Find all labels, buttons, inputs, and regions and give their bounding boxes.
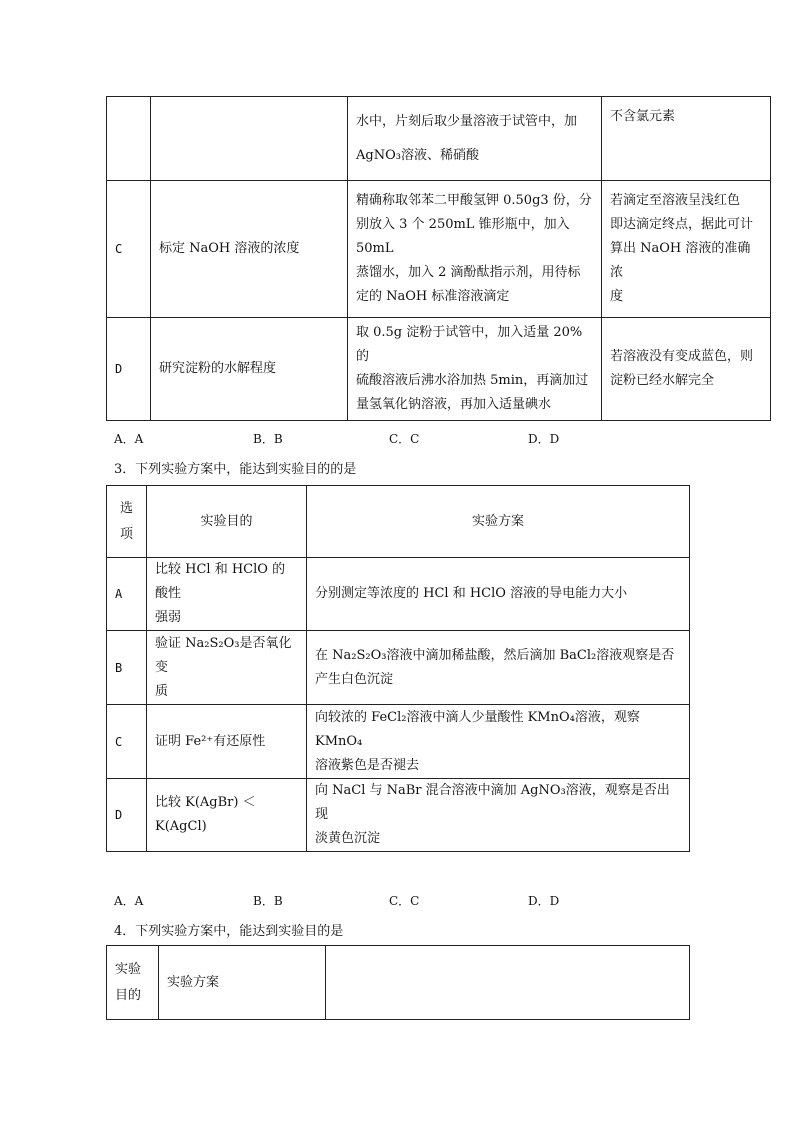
choice-b[interactable]: B．B	[253, 894, 283, 908]
plan-line: 量氢氧化钠溶液，再加入适量碘水	[356, 397, 552, 412]
conclusion-line: 不含氯元素	[610, 109, 676, 124]
purpose-line: 验证 Na₂S₂O₃是否氧化变	[155, 635, 292, 675]
purpose-cell	[147, 558, 307, 631]
header-purpose-line: 实验	[115, 961, 142, 977]
question-4-stem: 4．下列实验方案中，能达到实验目的是	[114, 924, 344, 939]
choice-d[interactable]: D．D	[528, 432, 560, 446]
option-cell: D	[107, 779, 147, 852]
header-option-line: 选	[119, 500, 133, 516]
table-row	[107, 318, 771, 421]
choice-d[interactable]: D．D	[528, 894, 560, 908]
conclusion-cell	[602, 181, 771, 318]
option-cell: D	[107, 318, 151, 421]
question-3-table	[106, 485, 690, 852]
purpose-cell	[147, 705, 307, 779]
plan-line: 精确称取邻苯二甲酸氢钾 0.50g3 份，分	[356, 193, 592, 208]
choice-c[interactable]: C．C	[389, 432, 420, 446]
header-empty	[326, 946, 690, 1020]
table-row	[107, 558, 690, 631]
plan-line: 向 NaCl 与 NaBr 混合溶液中滴加 AgNO₃溶液，观察是否出现	[315, 783, 670, 822]
plan-cell	[307, 705, 690, 779]
purpose-line: 证明 Fe²⁺有还原性	[155, 733, 266, 749]
purpose-line: 比较 HCl 和 HClO 的酸性	[155, 562, 286, 601]
plan-line: 蒸馏水，加入 2 滴酚酞指示剂，用待标	[356, 265, 581, 280]
plan-line: 定的 NaOH 标准溶液滴定	[356, 289, 510, 304]
option-cell	[107, 97, 151, 181]
purpose-cell: 标定 NaOH 溶液的浓度	[151, 181, 348, 318]
plan-line: 产生白色沉淀	[315, 671, 394, 687]
table-row	[107, 97, 771, 181]
header-purpose	[107, 946, 159, 1020]
conclusion-line: 若滴定至溶液呈浅红色	[610, 193, 741, 208]
plan-line: 水中，片刻后取少量溶液于试管中，加	[356, 114, 578, 129]
purpose-cell	[151, 97, 348, 181]
plan-cell	[307, 779, 690, 852]
header-option-line: 项	[119, 526, 133, 542]
question-3-stem: 3．下列实验方案中，能达到实验目的的是	[114, 462, 357, 477]
plan-line: 取 0.5g 淀粉于试管中，加入适量 20%的	[356, 325, 583, 364]
conclusion-cell	[602, 318, 771, 421]
conclusion-cell	[602, 97, 771, 181]
purpose-line: 强弱	[155, 610, 182, 625]
table-row	[107, 631, 690, 705]
conclusion-line: 度	[610, 289, 624, 304]
plan-line: 在 Na₂S₂O₃溶液中滴加稀盐酸，然后滴加 BaCl₂溶液观察是否	[315, 647, 675, 663]
table-header-row	[107, 946, 690, 1020]
plan-line: 溶液紫色是否褪去	[315, 757, 420, 773]
plan-line: 向较浓的 FeCl₂溶液中滴人少量酸性 KMnO₄溶液，观察 KMnO₄	[315, 709, 640, 749]
purpose-cell	[147, 631, 307, 705]
header-plan: 实验方案	[159, 946, 326, 1020]
header-purpose-line: 目的	[115, 987, 142, 1003]
table-header-row	[107, 486, 690, 558]
plan-cell	[348, 181, 602, 318]
plan-cell	[307, 631, 690, 705]
table-row	[107, 779, 690, 852]
experiment-table-continued	[106, 96, 771, 421]
question-4-table	[106, 945, 690, 1020]
conclusion-line: 即达滴定终点，据此可计	[610, 217, 754, 232]
plan-cell	[348, 97, 602, 181]
table-row	[107, 181, 771, 318]
purpose-line: 比较 K(AgBr) ＜K(AgCl)	[155, 795, 256, 834]
plan-line: 淡黄色沉淀	[315, 831, 381, 846]
option-cell: B	[107, 631, 147, 705]
choice-b[interactable]: B．B	[253, 432, 283, 446]
option-cell: A	[107, 558, 147, 631]
plan-cell	[307, 558, 690, 631]
choice-a[interactable]: A．A	[114, 894, 144, 908]
choice-c[interactable]: C．C	[389, 894, 420, 908]
plan-line: 硫酸溶液后沸水浴加热 5min，再滴加过	[356, 373, 589, 388]
plan-line: 分别测定等浓度的 HCl 和 HClO 溶液的导电能力大小	[315, 586, 628, 601]
purpose-cell: 研究淀粉的水解程度	[151, 318, 348, 421]
plan-line: AgNO₃溶液、稀硝酸	[356, 148, 479, 163]
purpose-line: 质	[155, 683, 169, 699]
conclusion-line: 淀粉已经水解完全	[610, 373, 715, 388]
option-cell: C	[107, 705, 147, 779]
plan-line: 别放入 3 个 250mL 锥形瓶中，加入 50mL	[356, 217, 570, 256]
header-purpose: 实验目的	[147, 486, 307, 558]
choice-a[interactable]: A．A	[114, 432, 144, 446]
table-row	[107, 705, 690, 779]
conclusion-line: 算出 NaOH 溶液的准确浓	[610, 241, 751, 280]
header-option	[107, 486, 147, 558]
plan-cell	[348, 318, 602, 421]
conclusion-line: 若溶液没有变成蓝色，则	[610, 349, 754, 364]
purpose-cell	[147, 779, 307, 852]
header-plan: 实验方案	[307, 486, 690, 558]
option-cell: C	[107, 181, 151, 318]
